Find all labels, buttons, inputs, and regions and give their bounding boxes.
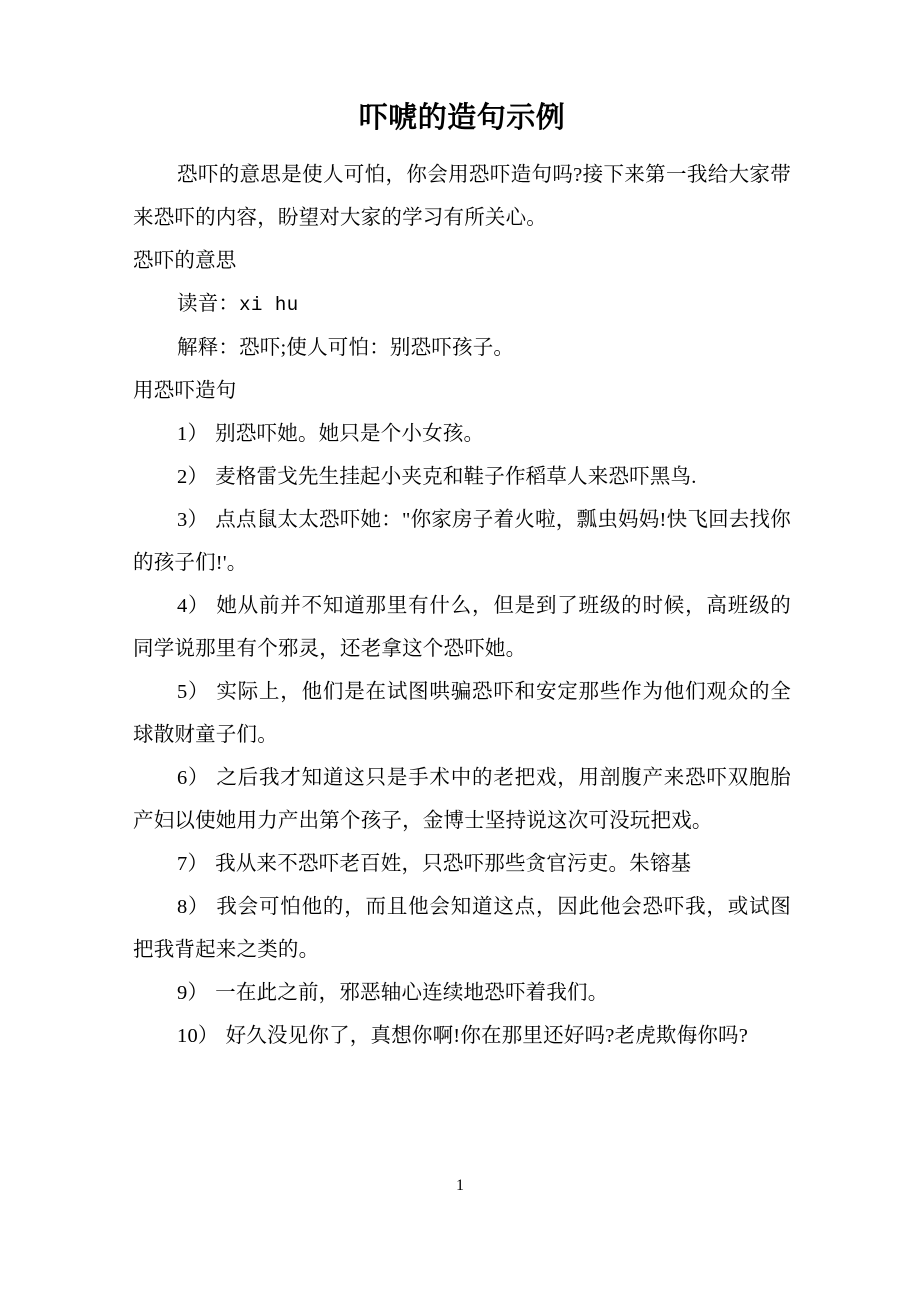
list-item-number: 3） [177,509,209,531]
list-item-text: 好久没见你了，真想你啊!你在那里还好吗?老虎欺侮你吗? [225,1025,749,1047]
list-item [133,456,791,499]
pronunciation-line [133,283,791,327]
list-item [133,585,791,671]
pronunciation-label: 读音： [177,293,240,315]
definition-line: 解释：恐吓;使人可怕：别恐吓孩子。 [177,337,515,359]
list-item-text: 我会可怕他的，而且他会知道这点，因此他会恐吓我，或试图把我背起来之类的。 [133,896,792,961]
list-item-text: 实际上，他们是在试图哄骗恐吓和安定那些作为他们观众的全球散财童子们。 [133,681,792,746]
section-heading-meaning: 恐吓的意思 [133,250,237,272]
list-item [133,1015,791,1058]
intro-paragraph: 恐吓的意思是使人可怕，你会用恐吓造句吗?接下来第一我给大家带来恐吓的内容，盼望对大家的学习有所关心。 [133,164,791,229]
section-heading-sentences: 用恐吓造句 [133,380,237,402]
list-item-number: 7） [177,853,209,875]
list-item-text: 她从前并不知道那里有什么，但是到了班级的时候，高班级的同学说那里有个邪灵，还老拿这个恐吓她。 [133,595,792,660]
list-item [133,843,791,886]
sentence-list [133,413,791,1058]
list-item-number: 9） [177,982,209,1004]
document-body [133,98,791,1058]
list-item-number: 2） [177,466,209,488]
list-item [133,671,791,757]
list-item [133,972,791,1015]
list-item-number: 6） [177,767,210,789]
list-item-number: 5） [177,681,210,703]
list-item [133,886,791,972]
list-item-text: 之后我才知道这只是手术中的老把戏，用剖腹产来恐吓双胞胎产妇以使她用力产出第个孩子，金博士坚持说这次可没玩把戏。 [133,767,792,832]
list-item-text: 点点鼠太太恐吓她："你家房子着火啦，瓢虫妈妈!快飞回去找你的孩子们!'。 [133,509,791,574]
list-item-number: 1） [177,423,209,445]
page-number: 1 [456,1177,464,1194]
page-title: 吓唬的造句示例 [358,102,566,134]
list-item-number: 8） [177,896,210,918]
list-item-text: 一在此之前，邪恶轴心连续地恐吓着我们。 [215,982,609,1004]
list-item-text: 麦格雷戈先生挂起小夹克和鞋子作稻草人来恐吓黑鸟. [215,466,697,488]
pronunciation-value: xi hu [239,294,299,316]
list-item [133,757,791,843]
list-item-text: 别恐吓她。她只是个小女孩。 [215,423,485,445]
list-item [133,413,791,456]
list-item-number: 10） [177,1025,219,1047]
list-item-text: 我从来不恐吓老百姓，只恐吓那些贪官污吏。朱镕基 [215,853,692,875]
list-item [133,499,791,585]
list-item-number: 4） [177,595,210,617]
